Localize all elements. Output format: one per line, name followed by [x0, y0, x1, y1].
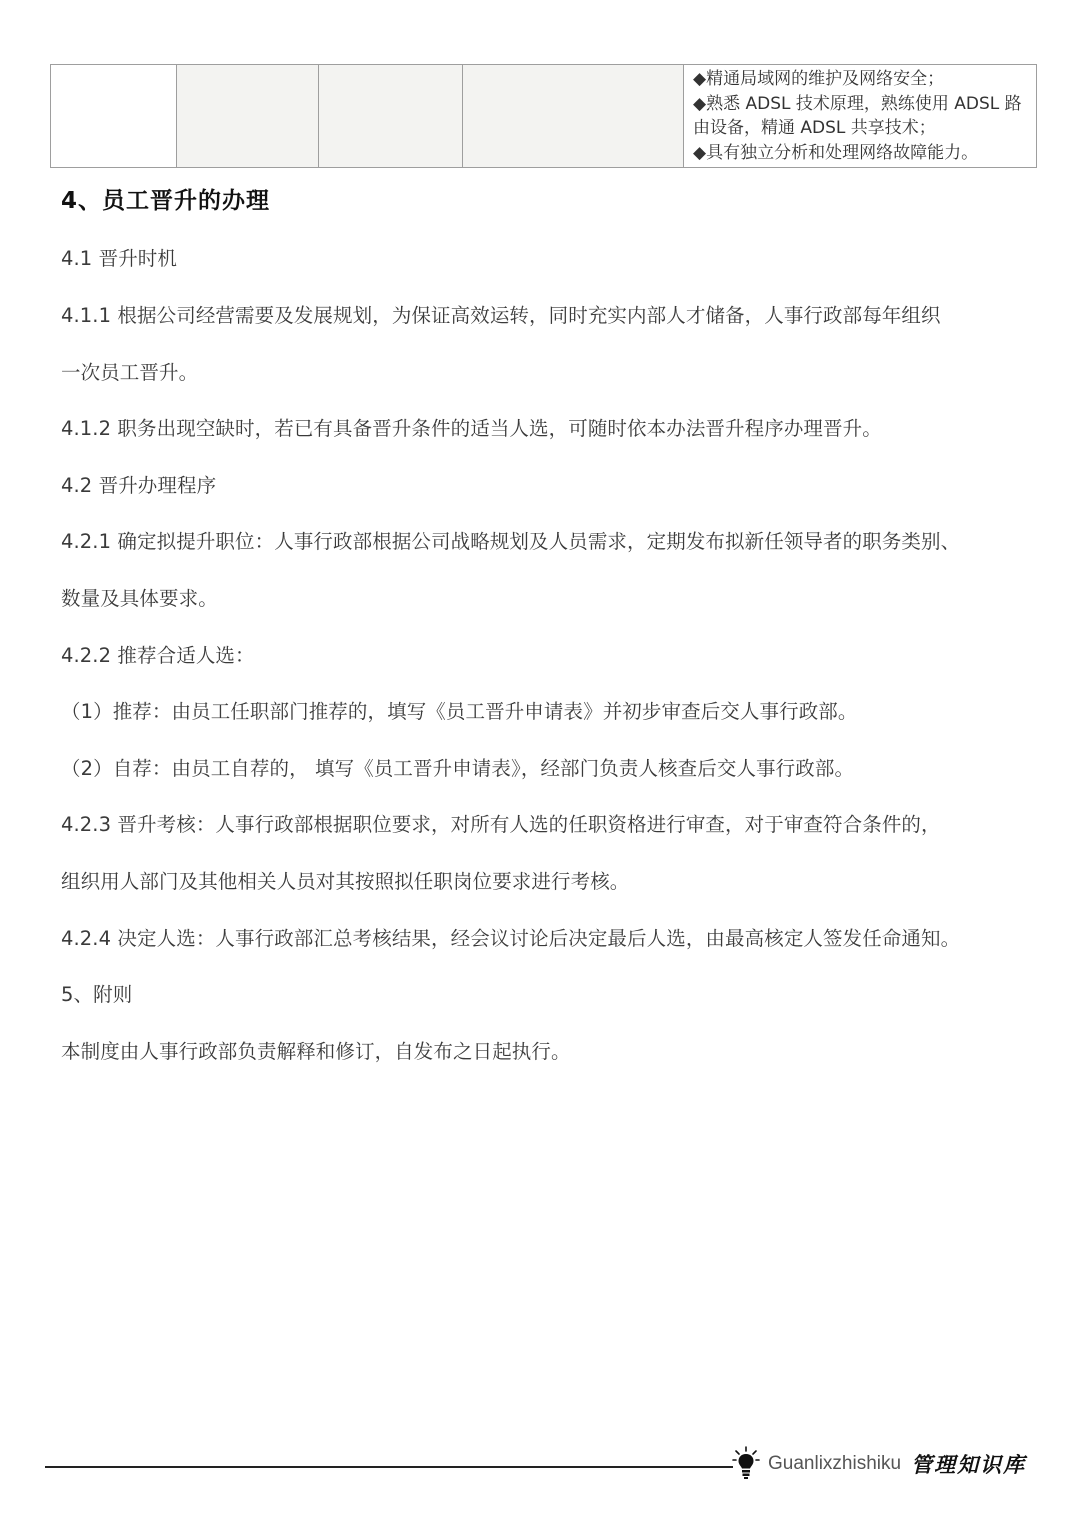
section-heading-5: 5、附则: [61, 983, 133, 1006]
requirement-item: ◆精通局域网的维护及网络安全；: [693, 69, 945, 89]
footer-brand: [732, 1446, 1026, 1482]
paragraph-4-1-1-line1: 4.1.1 根据公司经营需要及发展规划，为保证高效运转，同时充实内部人才储备，人事行政部每年组织: [61, 304, 941, 327]
table-row: [51, 65, 1037, 168]
subsection-4-1: 4.1 晋升时机: [61, 247, 178, 270]
paragraph-4-2-2-item1: （1）推荐：由员工任职部门推荐的，填写《员工晋升申请表》并初步审查后交人事行政部。: [61, 700, 858, 723]
brand-chinese-name: 管理知识库: [911, 1452, 1027, 1477]
paragraph-4-1-1-line2: 一次员工晋升。: [61, 361, 199, 384]
table-cell: [177, 65, 319, 168]
section-heading-4: 4、员工晋升的办理: [61, 188, 271, 214]
brand-latin-name: Guanlixzhishiku: [768, 1453, 902, 1474]
table-fragment: [50, 64, 1037, 168]
paragraph-4-2-3-line1: 4.2.3 晋升考核：人事行政部根据职位要求，对所有人选的任职资格进行审查，对于审查符合条件的，: [61, 813, 941, 836]
paragraph-4-1-2: 4.1.2 职务出现空缺时，若已有具备晋升条件的适当人选，可随时依本办法晋升程序办理晋升。: [61, 417, 882, 440]
requirement-item: ◆熟悉 ADSL 技术原理，熟练使用 ADSL 路由设备，精通 ADSL 共享技术；: [693, 93, 1022, 138]
subsection-4-2: 4.2 晋升办理程序: [61, 474, 217, 497]
paragraph-4-2-1-line1: 4.2.1 确定拟提升职位：人事行政部根据公司战略规划及人员需求，定期发布拟新任领导者的职务类别、: [61, 530, 961, 553]
lightbulb-icon: [732, 1446, 760, 1482]
table-cell: [463, 65, 684, 168]
table-cell: [51, 65, 177, 168]
footer-divider: [45, 1466, 733, 1468]
requirement-item: ◆具有独立分析和处理网络故障能力。: [693, 142, 979, 163]
paragraph-4-2-4: 4.2.4 决定人选：人事行政部汇总考核结果，经会议讨论后决定最后人选，由最高核定人签发任命通知。: [61, 927, 961, 950]
paragraph-4-2-3-line2: 组织用人部门及其他相关人员对其按照拟任职岗位要求进行考核。: [61, 870, 630, 893]
requirements-cell: [684, 65, 1037, 168]
paragraph-4-2-2-item2: （2）自荐：由员工自荐的， 填写《员工晋升申请表》，经部门负责人核查后交人事行政部。: [61, 757, 855, 780]
paragraph-4-2-1-line2: 数量及具体要求。: [61, 587, 218, 610]
paragraph-5: 本制度由人事行政部负责解释和修订，自发布之日起执行。: [61, 1040, 571, 1063]
paragraph-4-2-2: 4.2.2 推荐合适人选：: [61, 644, 255, 667]
table-cell: [319, 65, 463, 168]
